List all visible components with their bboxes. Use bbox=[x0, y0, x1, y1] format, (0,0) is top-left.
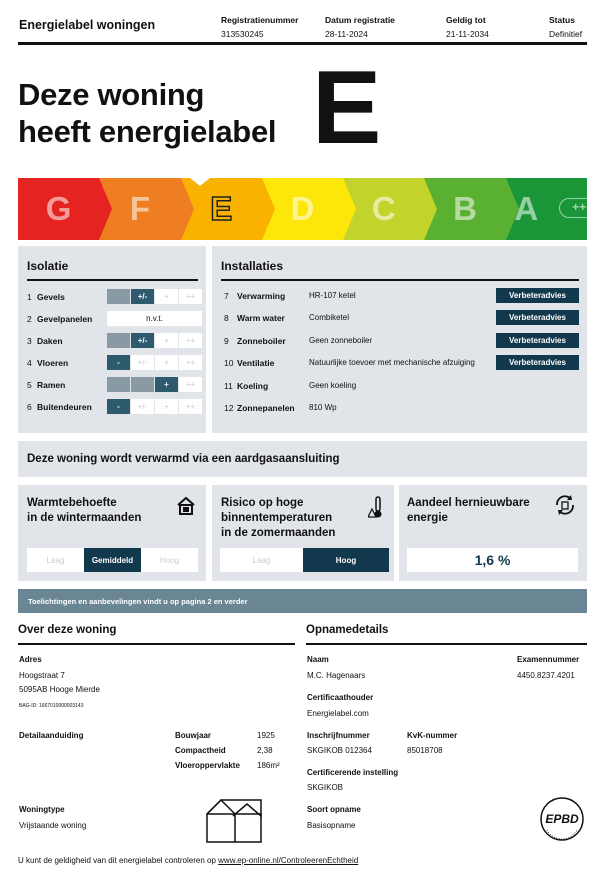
row-label: Buitendeuren bbox=[37, 402, 92, 412]
rating-cell bbox=[131, 377, 154, 392]
row-label: Ramen bbox=[37, 380, 66, 390]
row-value: Geen zonneboiler bbox=[309, 335, 373, 345]
scale-letter: F bbox=[129, 190, 150, 227]
rating-cells bbox=[107, 377, 203, 392]
rating-cell: - bbox=[107, 355, 130, 370]
warmte-scale bbox=[27, 548, 198, 572]
woningtype-value: Vrijstaande woning bbox=[19, 821, 87, 830]
house-heat-icon bbox=[176, 496, 196, 516]
scale-arrow bbox=[506, 178, 519, 240]
scale-option-hoog: Hoog bbox=[141, 548, 198, 572]
bouwjaar-label: Bouwjaar bbox=[175, 731, 212, 740]
isolatie-row bbox=[18, 311, 206, 326]
risico-scale bbox=[220, 548, 389, 572]
epbd-logo-icon bbox=[539, 796, 585, 842]
isolatie-row bbox=[18, 377, 206, 392]
scale-arrow bbox=[181, 178, 194, 240]
rating-cell: +/- bbox=[131, 399, 154, 414]
kvk-value: 85018708 bbox=[407, 746, 443, 755]
row-number: 11 bbox=[224, 380, 233, 391]
row-label: Gevels bbox=[37, 292, 65, 302]
status: Status Definitief bbox=[549, 15, 583, 39]
row-number: 5 bbox=[27, 380, 32, 390]
aandeel-value: 1,6 % bbox=[407, 548, 578, 572]
examen-value: 4450.8237.4201 bbox=[517, 671, 575, 680]
opname-rule bbox=[306, 643, 587, 645]
note-bar: Toelichtingen en aanbevelingen vindt u op pagina 2 en verder bbox=[18, 589, 587, 613]
row-label: Gevelpanelen bbox=[37, 314, 93, 324]
current-label-pointer bbox=[190, 178, 210, 186]
rating-cells bbox=[107, 355, 203, 370]
scale-arrow bbox=[343, 178, 356, 240]
compact-value: 2,38 bbox=[257, 746, 273, 755]
installaties-rule bbox=[221, 279, 579, 281]
isolatie-panel bbox=[18, 246, 206, 433]
row-label: Warm water bbox=[237, 313, 285, 324]
row-label: Zonneboiler bbox=[237, 335, 286, 346]
scale-option-hoog: Hoog bbox=[303, 548, 389, 572]
isolatie-row bbox=[18, 355, 206, 370]
row-number: 9 bbox=[224, 335, 229, 346]
row-number: 8 bbox=[224, 313, 229, 324]
row-value: Geen koeling bbox=[309, 380, 357, 390]
scale-plus: ++++ bbox=[559, 198, 601, 218]
rating-cell: + bbox=[155, 377, 178, 392]
rating-cell: +/- bbox=[131, 289, 154, 304]
rating-cell bbox=[107, 333, 130, 348]
datum-registratie: Datum registratie 28-11-2024 bbox=[325, 15, 395, 39]
scale-arrow bbox=[262, 178, 275, 240]
kvk-label: KvK-nummer bbox=[407, 731, 458, 740]
row-number: 1 bbox=[27, 292, 32, 302]
hero-title: Deze woning heeft energielabel bbox=[18, 77, 277, 149]
rating-cell: + bbox=[155, 355, 178, 370]
isolatie-row bbox=[18, 333, 206, 348]
heating-bar: Deze woning wordt verwarmd via een aardgasaansluiting bbox=[18, 441, 587, 477]
verbeteradvies-button[interactable]: Verbeteradvies bbox=[496, 333, 579, 348]
adres-label: Adres bbox=[19, 655, 42, 664]
row-number: 12 bbox=[224, 403, 234, 413]
risico-title: Risico op hoge binnentemperaturen in de zomermaanden bbox=[221, 497, 336, 539]
isolatie-row bbox=[18, 399, 206, 414]
rating-cell: ++ bbox=[179, 333, 202, 348]
vloer-value: 186m² bbox=[257, 761, 280, 770]
verbeteradvies-button[interactable]: Verbeteradvies bbox=[496, 310, 579, 325]
doc-title: Energielabel woningen bbox=[19, 18, 156, 32]
row-number: 10 bbox=[224, 358, 234, 369]
bag-id: BAG-ID: 1667010000003143 bbox=[19, 703, 84, 709]
cert-label: Certificaathouder bbox=[307, 693, 374, 702]
row-label: Ventilatie bbox=[237, 358, 275, 369]
row-value: 810 Wp bbox=[309, 403, 337, 412]
soort-label: Soort opname bbox=[307, 805, 361, 814]
instelling-label: Certificerende instelling bbox=[307, 768, 399, 777]
aandeel-title: Aandeel hernieuwbare energie bbox=[407, 497, 530, 524]
scale-arrow bbox=[99, 178, 112, 240]
over-rule bbox=[18, 643, 295, 645]
energy-scale bbox=[18, 178, 601, 240]
scale-letter: B bbox=[453, 190, 477, 227]
vloer-label: Vloeroppervlakte bbox=[175, 761, 240, 770]
rating-cell: +/- bbox=[131, 333, 154, 348]
rating-cell: + bbox=[155, 333, 178, 348]
row-label: Zonnepanelen bbox=[237, 403, 295, 413]
warmte-title: Warmtebehoefte in de wintermaanden bbox=[27, 497, 142, 524]
row-value: Combiketel bbox=[309, 313, 350, 323]
isolatie-title: Isolatie bbox=[27, 259, 69, 273]
rating-cell bbox=[107, 289, 130, 304]
verbeteradvies-button[interactable]: Verbeteradvies bbox=[496, 355, 579, 370]
hero-label: E bbox=[312, 50, 382, 166]
row-number: 3 bbox=[27, 336, 32, 346]
warmte-card bbox=[18, 485, 206, 581]
inschrijf-value: SKGIKOB 012364 bbox=[307, 746, 372, 755]
adres-line2: 5095AB Hooge Mierde bbox=[19, 685, 100, 694]
rating-cell: - bbox=[107, 399, 130, 414]
rating-cell: ++ bbox=[179, 355, 202, 370]
rating-cell: ++ bbox=[179, 289, 202, 304]
row-number: 4 bbox=[27, 358, 32, 368]
rating-cell: +/- bbox=[131, 355, 154, 370]
over-title: Over deze woning bbox=[18, 624, 117, 636]
compact-label: Compactheid bbox=[175, 746, 226, 755]
rating-cell bbox=[107, 377, 130, 392]
inschrijf-label: Inschrijfnummer bbox=[307, 731, 370, 740]
bouwjaar-value: 1925 bbox=[257, 731, 275, 740]
adres-line1: Hoogstraat 7 bbox=[19, 671, 65, 680]
risico-card bbox=[212, 485, 394, 581]
naam-label: Naam bbox=[307, 655, 329, 664]
scale-letter: E bbox=[210, 190, 233, 227]
examen-label: Examennummer bbox=[517, 655, 580, 664]
isolatie-row bbox=[18, 289, 206, 304]
scale-letter: D bbox=[290, 190, 315, 227]
naam-value: M.C. Hagenaars bbox=[307, 671, 366, 680]
registratienummer: Registratienummer 313530245 bbox=[221, 15, 299, 39]
scale-segment-g bbox=[18, 178, 99, 240]
thermometer-icon bbox=[368, 495, 386, 519]
scale-letter: G bbox=[45, 190, 72, 227]
rating-cell: + bbox=[155, 399, 178, 414]
row-label: Daken bbox=[37, 336, 63, 346]
controle-link[interactable]: www.ep-online.nl/ControleerenEchtheid bbox=[218, 856, 359, 865]
row-label: Verwarming bbox=[237, 291, 286, 301]
rating-cell: ++ bbox=[179, 377, 202, 392]
row-value: HR-107 ketel bbox=[309, 291, 356, 300]
rating-cell: ++ bbox=[179, 399, 202, 414]
nvt-value: n.v.t. bbox=[107, 311, 202, 326]
detail-label: Detailaanduiding bbox=[19, 731, 84, 740]
scale-arrow bbox=[424, 178, 437, 240]
rating-cell: + bbox=[155, 289, 178, 304]
soort-value: Basisopname bbox=[307, 821, 356, 830]
scale-option-laag: Laag bbox=[27, 548, 84, 572]
scale-letter: C bbox=[371, 190, 396, 227]
verbeteradvies-button[interactable]: Verbeteradvies bbox=[496, 288, 579, 303]
row-label: Koeling bbox=[237, 380, 269, 391]
renewable-icon bbox=[553, 493, 577, 517]
header-rule bbox=[18, 42, 587, 45]
row-number: 2 bbox=[27, 314, 32, 324]
row-label: Vloeren bbox=[37, 358, 69, 368]
installaties-title: Installaties bbox=[221, 259, 284, 273]
geldig-tot: Geldig tot 21-11-2034 bbox=[446, 15, 489, 39]
rating-cells bbox=[107, 289, 203, 304]
opname-title: Opnamedetails bbox=[306, 624, 389, 636]
aandeel-card bbox=[399, 485, 587, 581]
cert-value: Energielabel.com bbox=[307, 709, 369, 718]
row-value: Natuurlijke toevoer met mechanische afzuiging bbox=[309, 358, 475, 368]
rating-cells bbox=[107, 333, 203, 348]
woningtype-label: Woningtype bbox=[19, 805, 65, 814]
detached-house-icon bbox=[203, 796, 265, 846]
rating-cells bbox=[107, 399, 203, 414]
scale-option-gemiddeld: Gemiddeld bbox=[84, 548, 141, 572]
instelling-value: SKGIKOB bbox=[307, 783, 344, 792]
row-number: 6 bbox=[27, 402, 32, 412]
scale-letter: A bbox=[514, 190, 539, 227]
row-number: 7 bbox=[224, 291, 229, 301]
scale-option-laag: Laag bbox=[220, 548, 303, 572]
svg-text:EPBD: EPBD bbox=[545, 812, 579, 826]
footer: U kunt de geldigheid van dit energielabel controleren op www.ep-online.nl/ControleerenEchtheid bbox=[18, 856, 359, 865]
isolatie-rule bbox=[27, 279, 198, 281]
